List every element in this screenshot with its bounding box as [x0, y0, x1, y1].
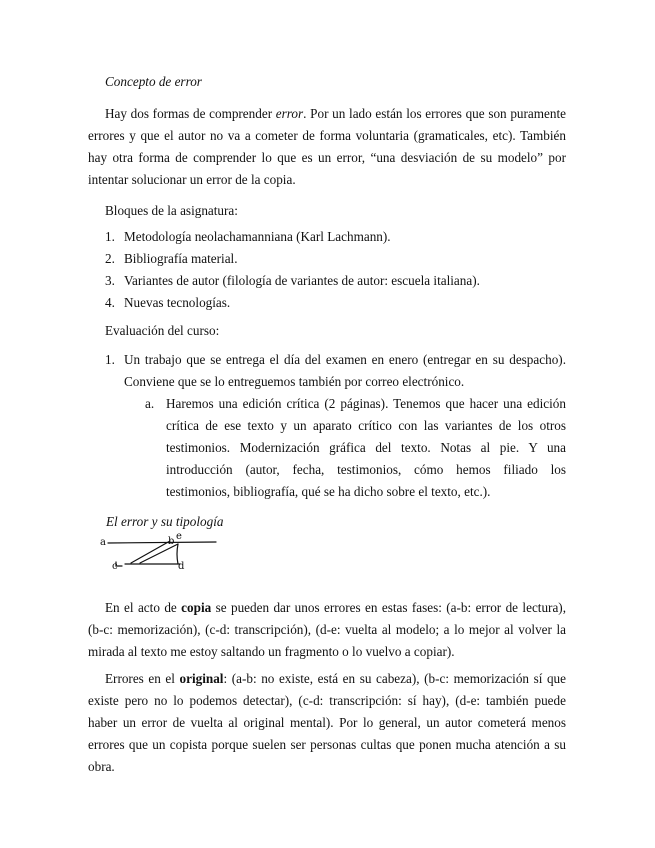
error-phases-diagram — [98, 528, 228, 574]
list-item — [105, 270, 566, 292]
bold-original: original — [179, 671, 224, 686]
diagram-slant-line — [131, 541, 170, 563]
paragraph-copia — [88, 597, 566, 663]
diagram-label-c: c — [112, 561, 118, 572]
list-number: 2. — [105, 251, 115, 266]
list-number: 4. — [105, 295, 115, 310]
evaluation-subitem — [145, 393, 566, 503]
paragraph-copia-text-2: se pueden dar unos errores en estas fases: (a-b: error de lectura), (b-c: memorización), (c-d: transcripción), (d-e: vuelta al modelo; a lo mejor al volver la mirada al texto me estoy saltando un fragmento o lo vuelvo a copiar). — [88, 600, 566, 659]
evaluation-item — [105, 349, 566, 393]
list-item — [105, 248, 566, 270]
paragraph-copia-text: En el acto de — [105, 600, 182, 615]
paragraph-concepto — [88, 103, 566, 191]
diagram-top-line — [108, 542, 216, 543]
list-item — [105, 292, 566, 314]
list-text: Haremos una edición crítica (2 páginas). Tenemos que hacer una edición crítica de ese texto y un aparato crítico con las variantes de los otros testimonios. Modernización gráfica del texto. Notas al pie. Y una introducción (autor, fecha, testimonios, cómo hemos filiado los testimonios, bibliografía, qué se ha dicho sobre el texto, etc.). — [166, 396, 566, 499]
diagram-label-e: e — [176, 531, 182, 542]
diagram-label-d: d — [178, 561, 185, 572]
list-number: 1. — [105, 352, 115, 367]
evaluation-title: Evaluación del curso: — [105, 323, 220, 338]
bold-copia: copia — [181, 600, 212, 615]
list-text: Variantes de autor (filología de variantes de autor: escuela italiana). — [124, 273, 480, 288]
list-text: Metodología neolachamanniana (Karl Lachmann). — [124, 229, 391, 244]
list-text: Bibliografía material. — [124, 251, 238, 266]
list-number: 1. — [105, 229, 115, 244]
paragraph-concepto-text: Hay dos formas de comprender — [105, 106, 276, 121]
diagram-label-a: a — [100, 537, 106, 548]
heading-concepto-de-error: Concepto de error — [105, 74, 202, 89]
emphasis-error: error — [275, 106, 304, 121]
list-item — [105, 226, 566, 248]
paragraph-concepto-text-2: . Por un lado están los errores que son puramente errores y que el autor no va a cometer de forma voluntaria (gramaticales, etc). También hay otra forma de comprender lo que es un error, “una desviación de su modelo” por intentar solucionar un error de la copia. — [88, 106, 566, 187]
list-letter: a. — [145, 396, 155, 411]
list-text: Nuevas tecnologías. — [124, 295, 231, 310]
diagram-label-b: b — [168, 536, 175, 547]
blocks-title: Bloques de la asignatura: — [105, 203, 238, 218]
paragraph-original — [88, 668, 566, 778]
paragraph-original-text-2: : (a-b: no existe, está en su cabeza), (b-c: memorización sí que existe pero no lo podemos detectar), (c-d: transcripción: sí hay), (d-e: también puede haber un error de vuelta al original mental). Por lo general, un autor cometerá menos errores que un copista porque suelen ser personas cultas que ponen mucha atención a su obra. — [88, 671, 567, 774]
list-number: 3. — [105, 273, 115, 288]
heading-el-error: El error y su tipología — [106, 514, 224, 529]
list-text: Un trabajo que se entrega el día del examen en enero (entregar en su despacho). Conviene que se lo entreguemos también por correo electrónico. — [124, 352, 566, 389]
paragraph-original-text: Errores en el — [105, 671, 180, 686]
